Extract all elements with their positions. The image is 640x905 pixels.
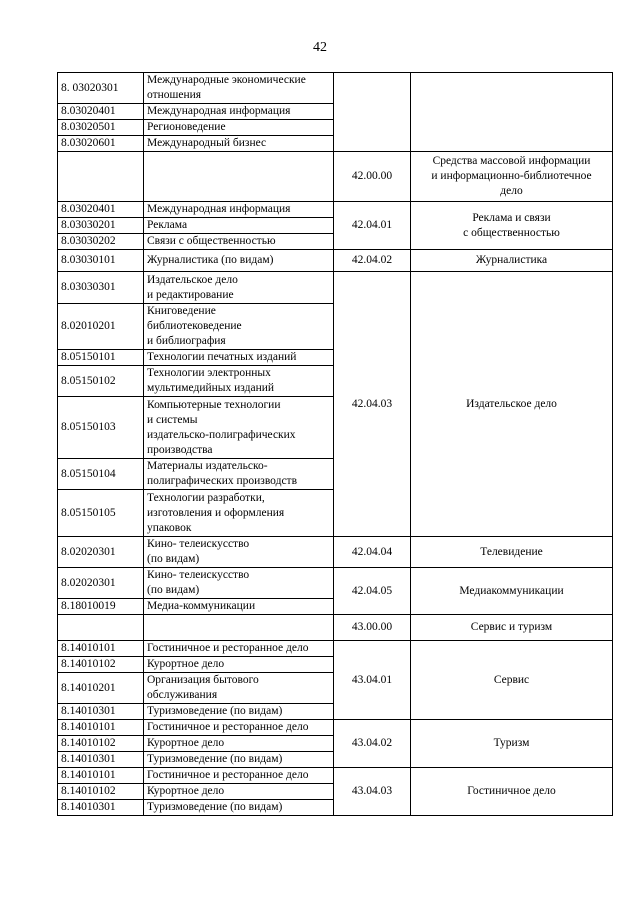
- group-name-cell: Сервис: [411, 641, 613, 720]
- group-header-row: [58, 152, 613, 202]
- group-code-cell: 42.04.05: [334, 568, 411, 615]
- old-code-cell: 8.14010102: [58, 736, 144, 752]
- old-name-cell: Реклама: [144, 218, 334, 234]
- old-name-cell: Курортное дело: [144, 736, 334, 752]
- group-name-cell: Туризм: [411, 720, 613, 768]
- old-code-cell: 8.05150101: [58, 350, 144, 366]
- old-code-cell: 8.14010102: [58, 784, 144, 800]
- group-code-cell: 43.00.00: [334, 615, 411, 641]
- old-name-cell: Технологии печатных изданий: [144, 350, 334, 366]
- old-code-cell: 8.02020301: [58, 568, 144, 599]
- old-name-cell: Регионоведение: [144, 120, 334, 136]
- group-name-cell: Журналистика: [411, 250, 613, 272]
- empty-group-name-cell: [411, 73, 613, 152]
- group-code-cell: 43.04.03: [334, 768, 411, 816]
- page-number: 42: [313, 40, 327, 55]
- group-name-cell: Гостиничное дело: [411, 768, 613, 816]
- old-code-cell: 8.03020501: [58, 120, 144, 136]
- old-code-cell: 8.14010101: [58, 768, 144, 784]
- old-name-cell: Кино- телеискусство (по видам): [144, 537, 334, 568]
- old-name-cell: Журналистика (по видам): [144, 250, 334, 272]
- old-code-cell: 8.14010101: [58, 720, 144, 736]
- table-row: [58, 272, 613, 304]
- table-row: [58, 202, 613, 218]
- group-code-cell: 42.04.03: [334, 272, 411, 537]
- old-code-cell: 8.05150104: [58, 459, 144, 490]
- old-name-cell: Туризмоведение (по видам): [144, 800, 334, 816]
- old-code-cell: 8.14010301: [58, 800, 144, 816]
- empty-cell: [58, 152, 144, 202]
- group-name-cell: Реклама и связи с общественностью: [411, 202, 613, 250]
- group-name-cell: Средства массовой информации и информационно-библиотечное дело: [411, 152, 613, 202]
- old-name-cell: Международный бизнес: [144, 136, 334, 152]
- old-name-cell: Связи с общественностью: [144, 234, 334, 250]
- old-code-cell: 8.05150105: [58, 490, 144, 537]
- old-code-cell: 8.02010201: [58, 304, 144, 350]
- old-code-cell: 8.03030301: [58, 272, 144, 304]
- old-code-cell: 8.05150103: [58, 397, 144, 459]
- table-row: [58, 73, 613, 104]
- old-code-cell: 8.14010201: [58, 673, 144, 704]
- old-name-cell: Издательское дело и редактирование: [144, 272, 334, 304]
- old-name-cell: Кино- телеискусство (по видам): [144, 568, 334, 599]
- old-name-cell: Компьютерные технологии и системы издательско-полиграфических производства: [144, 397, 334, 459]
- old-name-cell: Медиа-коммуникации: [144, 599, 334, 615]
- group-name-cell: Медиакоммуникации: [411, 568, 613, 615]
- old-name-cell: Курортное дело: [144, 784, 334, 800]
- group-code-cell: 42.04.02: [334, 250, 411, 272]
- old-name-cell: Технологии разработки, изготовления и оформления упаковок: [144, 490, 334, 537]
- old-name-cell: Гостиничное и ресторанное дело: [144, 720, 334, 736]
- empty-group-code-cell: [334, 73, 411, 152]
- group-code-cell: 43.04.01: [334, 641, 411, 720]
- old-name-cell: Книговедение библиотековедение и библиография: [144, 304, 334, 350]
- group-name-cell: Сервис и туризм: [411, 615, 613, 641]
- old-name-cell: Туризмоведение (по видам): [144, 704, 334, 720]
- old-name-cell: Курортное дело: [144, 657, 334, 673]
- old-code-cell: 8.14010301: [58, 752, 144, 768]
- old-code-cell: 8.18010019: [58, 599, 144, 615]
- old-name-cell: Международная информация: [144, 104, 334, 120]
- table-row: [58, 641, 613, 657]
- old-code-cell: 8.03030201: [58, 218, 144, 234]
- old-code-cell: 8.03030101: [58, 250, 144, 272]
- group-code-cell: 42.04.01: [334, 202, 411, 250]
- old-name-cell: Гостиничное и ресторанное дело: [144, 768, 334, 784]
- table-row: [58, 720, 613, 736]
- specialty-correspondence-table: [57, 72, 613, 816]
- old-name-cell: Организация бытового обслуживания: [144, 673, 334, 704]
- old-code-cell: 8.14010101: [58, 641, 144, 657]
- group-name-cell: Издательское дело: [411, 272, 613, 537]
- old-name-cell: Международные экономические отношения: [144, 73, 334, 104]
- table-row: [58, 250, 613, 272]
- old-code-cell: 8.03020601: [58, 136, 144, 152]
- old-code-cell: 8.14010102: [58, 657, 144, 673]
- table-row: [58, 537, 613, 568]
- old-code-cell: 8.14010301: [58, 704, 144, 720]
- group-code-cell: 42.00.00: [334, 152, 411, 202]
- old-code-cell: 8.05150102: [58, 366, 144, 397]
- old-name-cell: Гостиничное и ресторанное дело: [144, 641, 334, 657]
- old-name-cell: Материалы издательско- полиграфических производств: [144, 459, 334, 490]
- old-name-cell: Технологии электронных мультимедийных изданий: [144, 366, 334, 397]
- empty-cell: [144, 152, 334, 202]
- old-code-cell: 8.03030202: [58, 234, 144, 250]
- empty-cell: [144, 615, 334, 641]
- old-name-cell: Международная информация: [144, 202, 334, 218]
- group-name-cell: Телевидение: [411, 537, 613, 568]
- group-code-cell: 43.04.02: [334, 720, 411, 768]
- group-code-cell: 42.04.04: [334, 537, 411, 568]
- old-name-cell: Туризмоведение (по видам): [144, 752, 334, 768]
- table-row: [58, 568, 613, 599]
- old-code-cell: 8.02020301: [58, 537, 144, 568]
- empty-cell: [58, 615, 144, 641]
- table-row: [58, 768, 613, 784]
- group-header-row: [58, 615, 613, 641]
- old-code-cell: 8. 03020301: [58, 73, 144, 104]
- old-code-cell: 8.03020401: [58, 104, 144, 120]
- old-code-cell: 8.03020401: [58, 202, 144, 218]
